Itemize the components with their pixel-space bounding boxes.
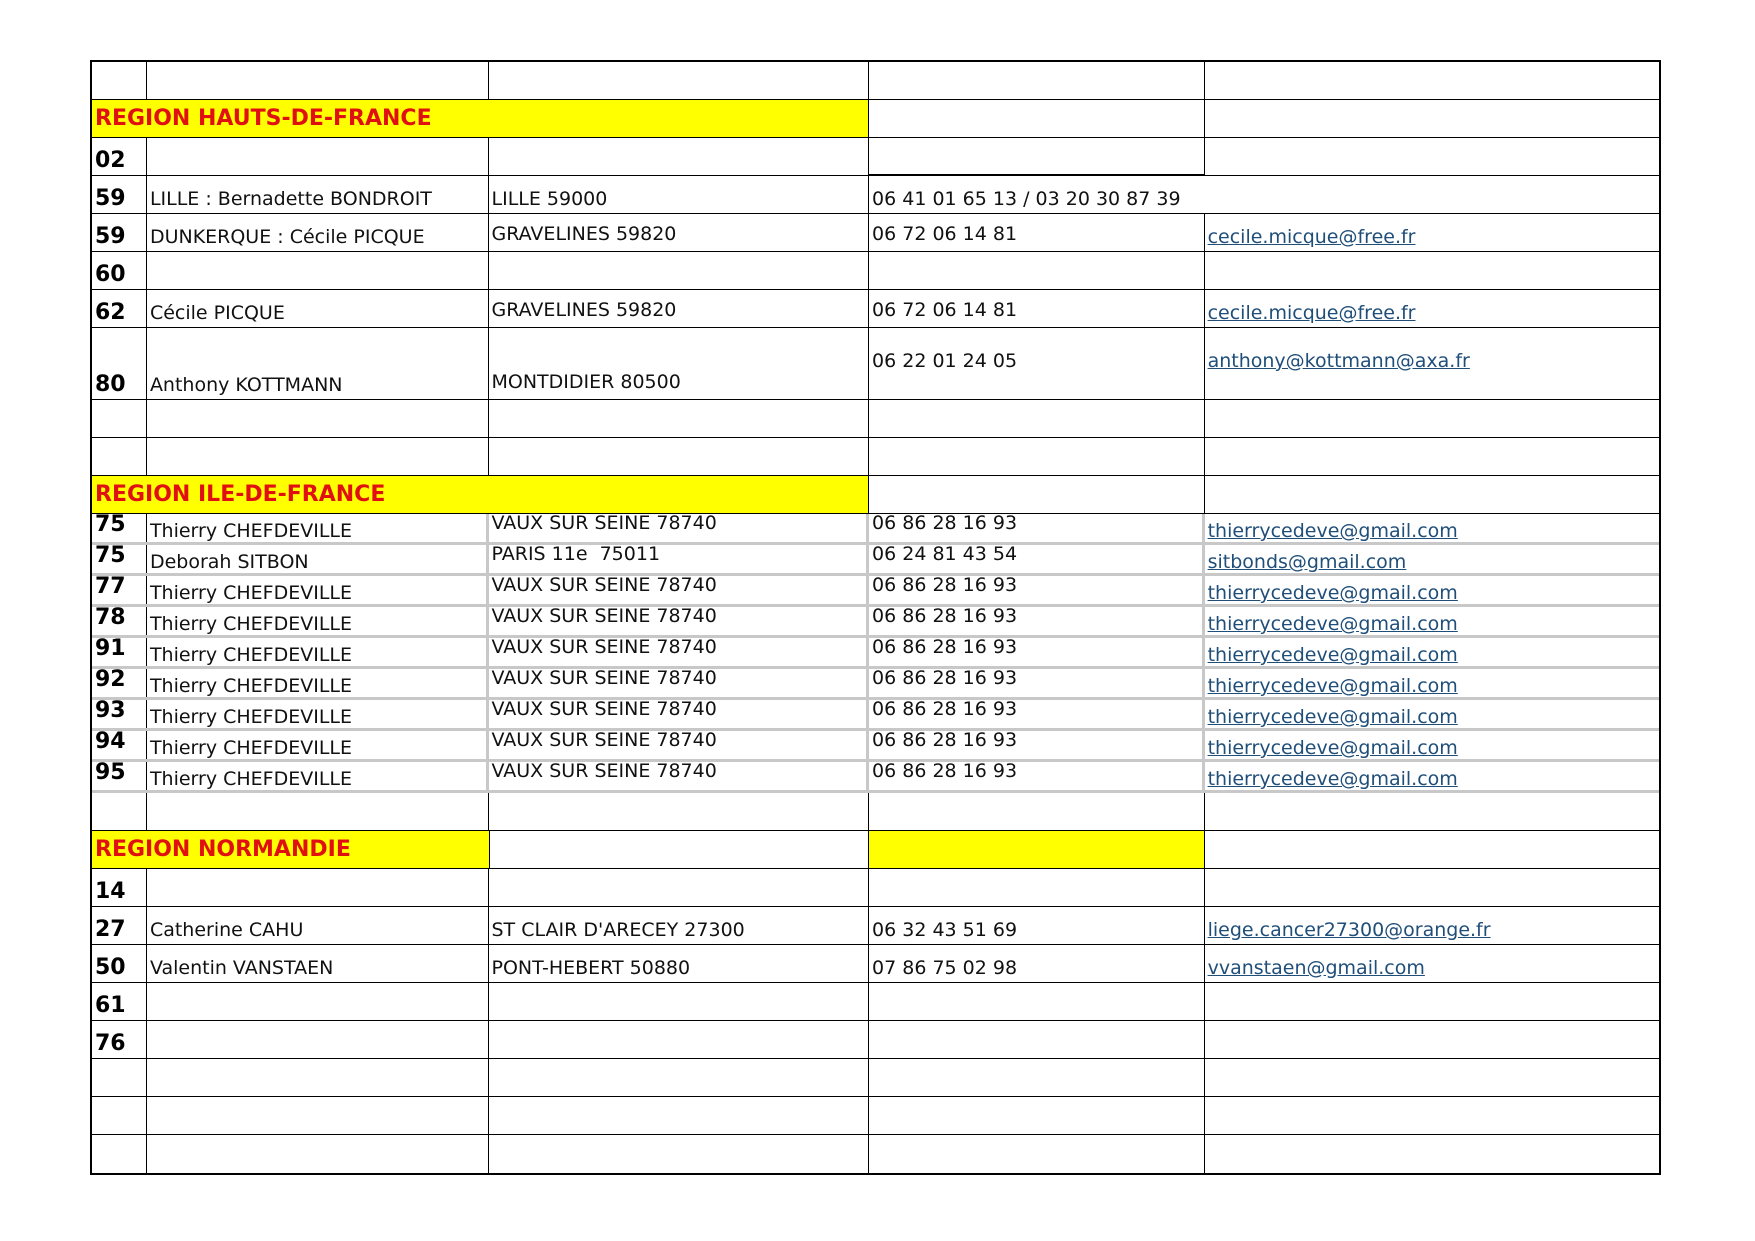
table-row bbox=[92, 607, 1659, 638]
region-header-row bbox=[92, 100, 1659, 138]
contact-phone: 06 86 28 16 93 bbox=[869, 700, 1205, 728]
table-row bbox=[92, 983, 1659, 1021]
contact-city: VAUX SUR SEINE 78740 bbox=[489, 700, 870, 728]
table-row bbox=[92, 138, 1659, 176]
email-link[interactable]: vvanstaen@gmail.com bbox=[1207, 957, 1425, 979]
table-row bbox=[92, 62, 1659, 100]
table-row bbox=[92, 907, 1659, 945]
department-code: 59 bbox=[92, 214, 147, 251]
table-row bbox=[92, 762, 1659, 793]
table-row bbox=[92, 214, 1659, 252]
department-code: 02 bbox=[92, 138, 147, 175]
department-code: 27 bbox=[92, 907, 147, 944]
table-row bbox=[92, 700, 1659, 731]
contact-city: LILLE 59000 bbox=[489, 176, 870, 213]
department-code: 75 bbox=[92, 514, 147, 542]
contact-phone: 06 22 01 24 05 bbox=[869, 328, 1205, 399]
contact-name: Thierry CHEFDEVILLE bbox=[147, 762, 489, 790]
department-code: 91 bbox=[92, 638, 147, 666]
contact-city: ST CLAIR D'ARECEY 27300 bbox=[489, 907, 870, 944]
contact-city: VAUX SUR SEINE 78740 bbox=[489, 762, 870, 790]
contact-phone: 06 86 28 16 93 bbox=[869, 762, 1205, 790]
contact-name: Anthony KOTTMANN bbox=[147, 328, 489, 399]
table-row bbox=[92, 576, 1659, 607]
table-row bbox=[92, 1135, 1659, 1173]
table-row bbox=[92, 514, 1659, 545]
region-title-hauts-de-france: REGION HAUTS-DE-FRANCE bbox=[92, 100, 869, 137]
table-row bbox=[92, 945, 1659, 983]
contact-name: Thierry CHEFDEVILLE bbox=[147, 700, 489, 728]
email-link[interactable]: thierrycedeve@gmail.com bbox=[1207, 675, 1458, 697]
region-title-ile-de-france: REGION ILE-DE-FRANCE bbox=[92, 476, 869, 513]
contact-phone: 06 86 28 16 93 bbox=[869, 514, 1205, 542]
contact-phone: 06 86 28 16 93 bbox=[869, 576, 1205, 604]
table-row bbox=[92, 328, 1659, 400]
contact-phone: 06 32 43 51 69 bbox=[869, 907, 1205, 944]
contact-city: GRAVELINES 59820 bbox=[489, 290, 870, 327]
contact-name: Thierry CHEFDEVILLE bbox=[147, 576, 489, 604]
department-code: 92 bbox=[92, 669, 147, 697]
department-code: 80 bbox=[92, 328, 147, 399]
contact-city: VAUX SUR SEINE 78740 bbox=[489, 669, 870, 697]
email-link[interactable]: cecile.micque@free.fr bbox=[1207, 226, 1416, 248]
contact-phone: 06 72 06 14 81 bbox=[869, 290, 1205, 327]
contact-city: VAUX SUR SEINE 78740 bbox=[489, 576, 870, 604]
email-link[interactable]: thierrycedeve@gmail.com bbox=[1207, 768, 1458, 790]
table-row bbox=[92, 1097, 1659, 1135]
department-code: 60 bbox=[92, 252, 147, 289]
region-header-row bbox=[92, 476, 1659, 514]
table-row bbox=[92, 1059, 1659, 1097]
contact-name: Thierry CHEFDEVILLE bbox=[147, 638, 489, 666]
table-row bbox=[92, 1021, 1659, 1059]
email-link[interactable]: thierrycedeve@gmail.com bbox=[1207, 706, 1458, 728]
email-link[interactable]: thierrycedeve@gmail.com bbox=[1207, 644, 1458, 666]
department-code: 14 bbox=[92, 869, 147, 906]
contact-city: VAUX SUR SEINE 78740 bbox=[489, 731, 870, 759]
email-link[interactable]: thierrycedeve@gmail.com bbox=[1207, 582, 1458, 604]
region-title-normandie: REGION NORMANDIE bbox=[92, 831, 489, 868]
contact-name: LILLE : Bernadette BONDROIT bbox=[147, 176, 489, 213]
email-link[interactable]: thierrycedeve@gmail.com bbox=[1207, 613, 1458, 635]
contact-phone: 06 86 28 16 93 bbox=[869, 607, 1205, 635]
contact-city: MONTDIDIER 80500 bbox=[489, 328, 870, 399]
contact-phone: 06 86 28 16 93 bbox=[869, 731, 1205, 759]
contact-city: VAUX SUR SEINE 78740 bbox=[489, 607, 870, 635]
table-row bbox=[92, 290, 1659, 328]
department-code: 94 bbox=[92, 731, 147, 759]
contact-name: DUNKERQUE : Cécile PICQUE bbox=[147, 214, 489, 251]
table-row bbox=[92, 545, 1659, 576]
contact-phone: 06 86 28 16 93 bbox=[869, 638, 1205, 666]
department-code: 61 bbox=[92, 983, 147, 1020]
table-row bbox=[92, 731, 1659, 762]
contact-phone: 06 41 01 65 13 / 03 20 30 87 39 bbox=[872, 188, 1181, 210]
email-link[interactable]: cecile.micque@free.fr bbox=[1207, 302, 1416, 324]
department-code: 95 bbox=[92, 762, 147, 790]
table-row bbox=[92, 869, 1659, 907]
email-link[interactable]: thierrycedeve@gmail.com bbox=[1207, 520, 1458, 542]
department-code: 76 bbox=[92, 1021, 147, 1058]
contact-phone: 07 86 75 02 98 bbox=[869, 945, 1205, 982]
department-code: 78 bbox=[92, 607, 147, 635]
table-row bbox=[92, 638, 1659, 669]
contact-name: Thierry CHEFDEVILLE bbox=[147, 669, 489, 697]
department-code: 50 bbox=[92, 945, 147, 982]
table-row bbox=[92, 669, 1659, 700]
contact-city: GRAVELINES 59820 bbox=[489, 214, 870, 251]
contact-phone: 06 72 06 14 81 bbox=[869, 214, 1205, 251]
contact-name: Valentin VANSTAEN bbox=[147, 945, 489, 982]
table-row bbox=[92, 176, 1659, 214]
contact-city: PONT-HEBERT 50880 bbox=[489, 945, 870, 982]
contact-name: Thierry CHEFDEVILLE bbox=[147, 607, 489, 635]
table-row bbox=[92, 400, 1659, 438]
department-code: 59 bbox=[92, 176, 147, 213]
contact-name: Cécile PICQUE bbox=[147, 290, 489, 327]
contact-name: Thierry CHEFDEVILLE bbox=[147, 514, 489, 542]
table-row bbox=[92, 793, 1659, 831]
contact-city: VAUX SUR SEINE 78740 bbox=[489, 514, 870, 542]
email-link[interactable]: liege.cancer27300@orange.fr bbox=[1207, 919, 1491, 941]
contacts-table bbox=[90, 60, 1661, 1175]
email-link[interactable]: sitbonds@gmail.com bbox=[1207, 551, 1407, 573]
contact-phone: 06 86 28 16 93 bbox=[869, 669, 1205, 697]
department-code: 93 bbox=[92, 700, 147, 728]
region-header-row bbox=[92, 831, 1659, 869]
contact-phone: 06 24 81 43 54 bbox=[869, 545, 1205, 573]
table-row bbox=[92, 252, 1659, 290]
email-link[interactable]: thierrycedeve@gmail.com bbox=[1207, 737, 1458, 759]
department-code: 75 bbox=[92, 545, 147, 573]
department-code: 77 bbox=[92, 576, 147, 604]
department-code: 62 bbox=[92, 290, 147, 327]
contact-city: PARIS 11e 75011 bbox=[489, 545, 870, 573]
contact-name: Deborah SITBON bbox=[147, 545, 489, 573]
contact-name: Thierry CHEFDEVILLE bbox=[147, 731, 489, 759]
table-row bbox=[92, 438, 1659, 476]
contact-city: VAUX SUR SEINE 78740 bbox=[489, 638, 870, 666]
contact-name: Catherine CAHU bbox=[147, 907, 489, 944]
email-link[interactable]: anthony@kottmann@axa.fr bbox=[1207, 350, 1470, 372]
